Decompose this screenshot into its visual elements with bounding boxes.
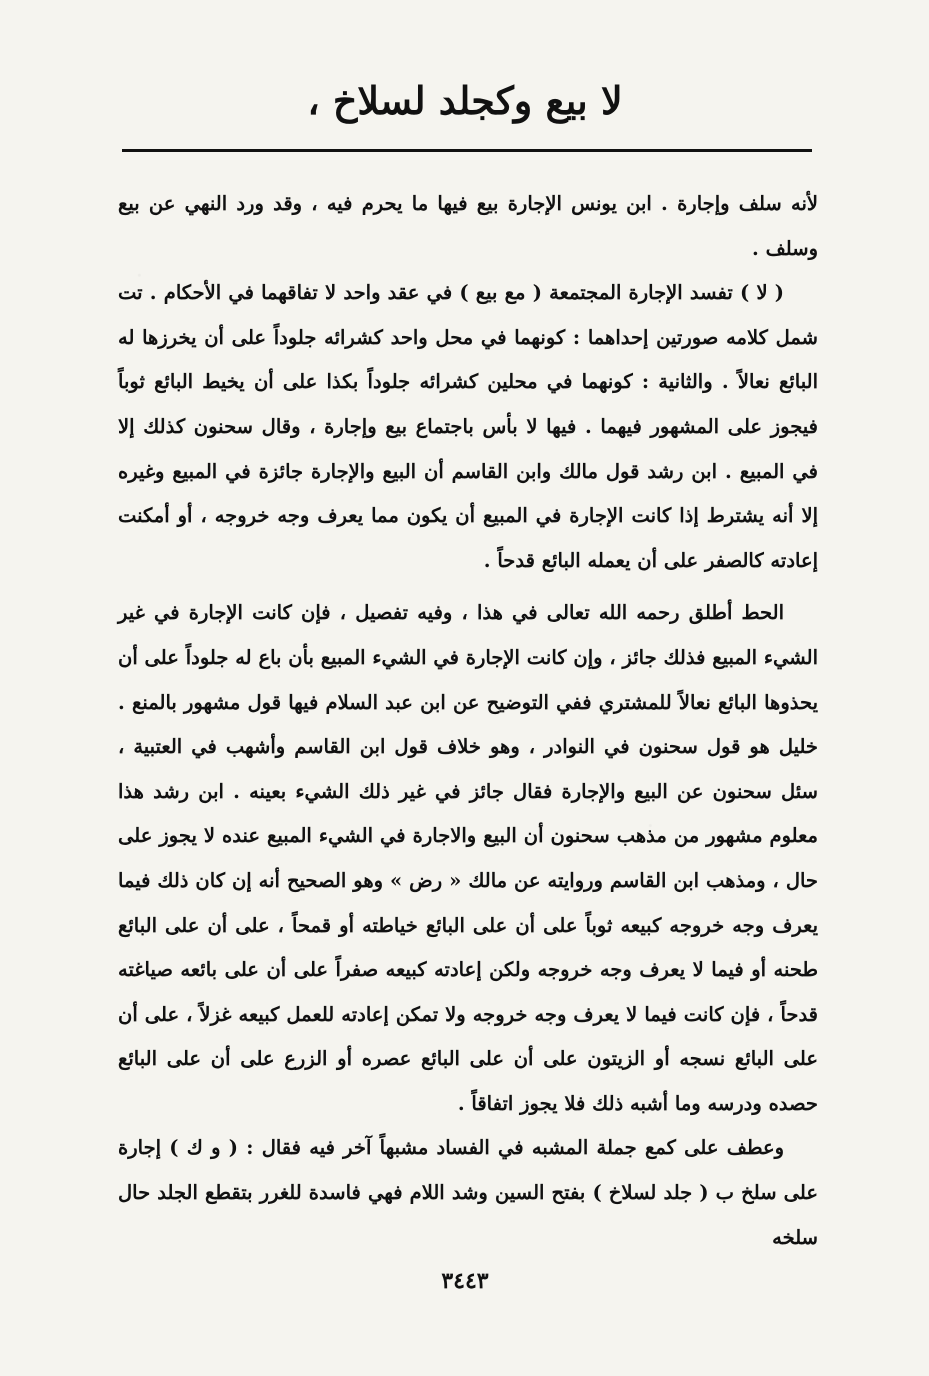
paragraph-1: لأنه سلف وإجارة . ابن يونس الإجارة بيع فيها ما يحرم فيه ، وقد ورد النهي عن بيع وسلف . xyxy=(118,192,818,260)
paragraph-3: الحط أطلق رحمه الله تعالى في هذا ، وفيه تفصيل ، فإن كانت الإجارة في غير الشيء المبيع فذلك جائز ، وإن كانت الإجارة في الشيء المبيع بأن باع له جلوداً على أن يحذوها البائع نعالاً للمشتري ففي التوضيح عن ابن عبد السلام فيها قول مشهور بالمنع . خليل هو قول سحنون في النوادر ، وهو خلاف قول ابن القاسم وأشهب في العتبية ، سئل سحنون عن البيع والإجارة فقال جائز في غير ذلك الشيء بعينه . ابن رشد هذا معلوم مشهور من مذهب سحنون أن البيع والاجارة في الشيء المبيع عنده لا يجوز على حال ، ومذهب ابن القاسم وروايته عن مالك « رض » وهو الصحيح أنه إن كان ذلك فيما يعرف وجه خروجه كبيعه ثوباً على أن على البائع خياطته أو قمحاً ، على أن على البائع طحنه أو فيما لا يعرف وجه خروجه ولكن إعادته كبيعه صفراً على أن على بائعه صياغته قدحاً ، فإن كانت فيما لا يعرف وجه خروجه ولا تمكن إعادته للعمل كبيعه غزلاً ، على أن على البائع نسجه أو الزيتون على أن على البائع عصره أو الزرع على أن على البائع حصده ودرسه وما أشبه ذلك فلا يجوز اتفاقاً . xyxy=(118,601,818,1115)
page-title: لا بيع وكجلد لسلاخ ، xyxy=(307,78,623,123)
paragraph-2: ( لا ) تفسد الإجارة المجتمعة ( مع بيع ) في عقد واحد لا تفاقهما في الأحكام . تت شمل كلامه صورتين إحداهما : كونهما في محل واحد كشرائه جلوداً على أن يخرزها له البائع نعالاً . والثانية : كونهما في محلين كشرائه جلوداً بكذا على أن يخيط البائع ثوباً فيجوز على المشهور فيهما . فيها لا بأس باجتماع بيع وإجارة ، وقال سحنون كذلك إلا في المبيع . ابن رشد قول مالك وابن القاسم أن البيع والإجارة جائزة في المبيع وغيره إلا أنه يشترط إذا كانت الإجارة في المبيع أن يكون مما يعرف وجه خروجه ، أو أمكنت إعادته كالصفر على أن يعمله البائع قدحاً . xyxy=(118,281,818,572)
body-text xyxy=(118,182,818,1260)
page-number: ٣٤٤٣ xyxy=(441,1268,489,1294)
paragraph-4: وعطف على كمع جملة المشبه في الفساد مشبهاً آخر فيه فقال : ( و ك ) إجارة على سلخ ب ( جلد لسلاخ ) بفتح السين وشد اللام فهي فاسدة للغرر بتقطع الجلد حال سلخه xyxy=(118,1136,818,1249)
header-rule xyxy=(122,149,812,152)
